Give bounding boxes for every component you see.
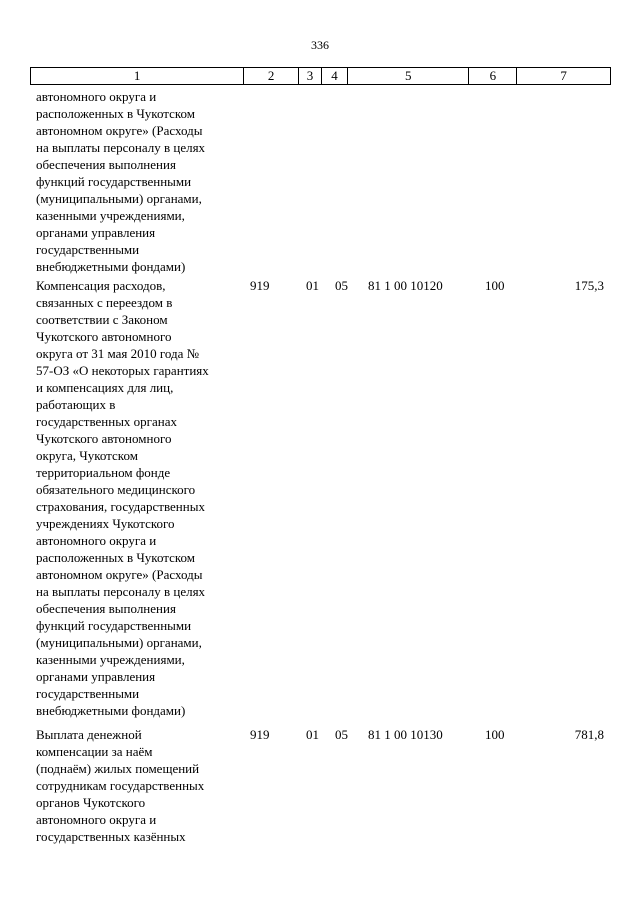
header-col-4: 4 — [322, 68, 348, 84]
header-col-6: 6 — [469, 68, 517, 84]
header-col-5: 5 — [348, 68, 470, 84]
row-cell-7: 781,8 — [574, 727, 604, 742]
row-cell-5: 81 1 00 10130 — [368, 727, 443, 742]
row-cell-6: 100 — [485, 278, 505, 293]
header-col-7: 7 — [560, 68, 567, 83]
row-cell-6: 100 — [485, 727, 505, 742]
header-col-1: 1 — [31, 68, 244, 84]
row-cell-5: 81 1 00 10120 — [368, 278, 443, 293]
row-cell-2: 919 — [250, 727, 270, 742]
row-cell-4: 05 — [335, 278, 348, 293]
header-col-3: 3 — [299, 68, 322, 84]
row-cell-7: 175,3 — [574, 278, 604, 293]
row-description: автономного округа и расположенных в Чукотском автономном округе» (Расходы на выплаты персоналу в целях обеспечения выполнения функций государственными (муниципальными) органами, казенными учреждениями, органами управления государственными внебюджетными фондами) — [36, 89, 206, 274]
row-cell-2: 919 — [250, 278, 270, 293]
table-header — [30, 67, 611, 85]
row-cell-4: 05 — [335, 727, 348, 742]
page-number: 336 — [311, 38, 329, 52]
header-col-2: 2 — [244, 68, 299, 84]
row-cell-3: 01 — [306, 278, 319, 293]
row-description: Выплата денежной компенсации за наём (поднаём) жилых помещений сотрудникам государственных органов Чукотского автономного округа и государственных казённых — [36, 727, 205, 844]
row-description: Компенсация расходов, связанных с переездом в соответствии с Законом Чукотского автономного округа от 31 мая 2010 года № 57-ОЗ «О некоторых гарантиях и компенсациях для лиц, работающих в государственных органах Чукотского автономного округа, Чукотском территориальном фонде обязательного медицинского страхования, государственных учреждениях Чукотского автономного округа и расположенных в Чукотском автономном округе» (Расходы на выплаты персоналу в целях обеспечения выполнения функций государственными (муниципальными) органами, казенными учреждениями, органами управления государственными внебюджетными фондами) — [36, 278, 209, 718]
row-cell-3: 01 — [306, 727, 319, 742]
